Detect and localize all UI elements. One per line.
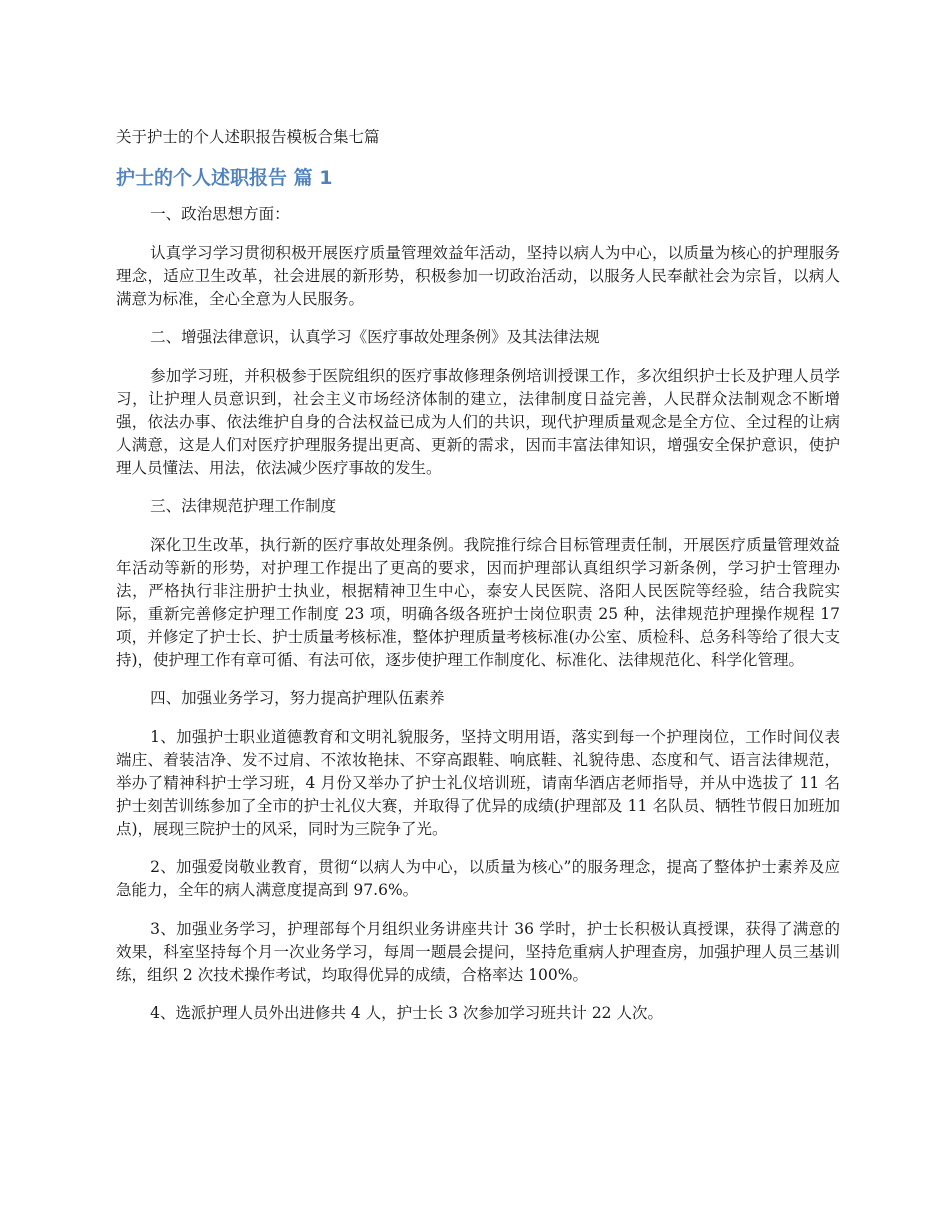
subheading-nursing-rules: 三、法律规范护理工作制度: [150, 497, 337, 515]
document-title: 关于护士的个人述职报告模板合集七篇: [116, 128, 380, 146]
paragraph: 认真学习学习贯彻积极开展医疗质量管理效益年活动，坚持以病人为中心，以质量为核心的护理服务理念，适应卫生改革，社会进展的新形势，积极参加一切政治活动，以服务人民奉献社会为宗旨，以病人满意为标准，全心全意为人民服务。: [116, 243, 840, 308]
paragraph: 深化卫生改革，执行新的医疗事故处理条例。我院推行综合目标管理责任制，开展医疗质量管理效益年活动等新的形势，对护理工作提出了更高的要求，因而护理部认真组织学习新条例，学习护士管理办法，严格执行非注册护士执业，根据精神卫生中心，泰安人民医院、洛阳人民医院等经验，结合我院实际，重新完善修定护理工作制度 23 项，明确各级各班护士岗位职责 25 种，法律规范护理操作规程 17 项，并修定了护士长、护士质量考核标准，整体护理质量考核标准(办公室、质检科、总务科等给了很大支持)，使护理工作有章可循、有法可依，逐步使护理工作制度化、标准化、法律规范化、科学化管理。: [116, 535, 840, 669]
list-item: 4、选派护理人员外出进修共 4 人，护士长 3 次参加学习班共计 22 人次。: [150, 1004, 663, 1022]
paragraph: 参加学习班，并积极参于医院组织的医疗事故修理条例培训授课工作，多次组织护士长及护理人员学习，让护理人员意识到，社会主义市场经济体制的建立，法律制度日益完善，人民群众法制观念不断增强，依法办事、依法维护自身的合法权益已成为人们的共识，现代护理质量观念是全方位、全过程的让病人满意，这是人们对医疗护理服务提出更高、更新的需求，因而丰富法律知识，增强安全保护意识，使护理人员懂法、用法，依法减少医疗事故的发生。: [116, 366, 840, 477]
subheading-professional-study: 四、加强业务学习，努力提高护理队伍素养: [150, 689, 445, 707]
subheading-politics: 一、政治思想方面：: [150, 205, 290, 223]
list-item: 1、加强护士职业道德教育和文明礼貌服务，坚持文明用语，落实到每一个护理岗位，工作时间仪表端庄、着装洁净、发不过肩、不浓妆艳抹、不穿高跟鞋、响底鞋、礼貌待患、态度和气、语言法律规范，举办了精神科护士学习班，4 月份又举办了护士礼仪培训班，请南华酒店老师指导，并从中选拔了 11 名护士刻苦训练参加了全市的护士礼仪大赛，并取得了优异的成绩(护理部及 11 名队员、牺牲节假日加班加点)，展现三院护士的风采，同时为三院争了光。: [116, 727, 840, 838]
section-heading: 护士的个人述职报告 篇 1: [116, 167, 333, 189]
subheading-legal-awareness: 二、增强法律意识，认真学习《医疗事故处理条例》及其法律法规: [150, 328, 600, 346]
list-item: 2、加强爱岗敬业教育，贯彻“以病人为中心，以质量为核心”的服务理念，提高了整体护士素养及应急能力，全年的病人满意度提高到 97.6%。: [116, 858, 840, 899]
list-item: 3、加强业务学习，护理部每个月组织业务讲座共计 36 学时，护士长积极认真授课，获得了满意的效果，科室坚持每个月一次业务学习，每周一题晨会提问，坚持危重病人护理查房，加强护理人员三基训练，组织 2 次技术操作考试，均取得优异的成绩，合格率达 100%。: [116, 919, 840, 984]
document-body: [116, 203, 840, 1041]
